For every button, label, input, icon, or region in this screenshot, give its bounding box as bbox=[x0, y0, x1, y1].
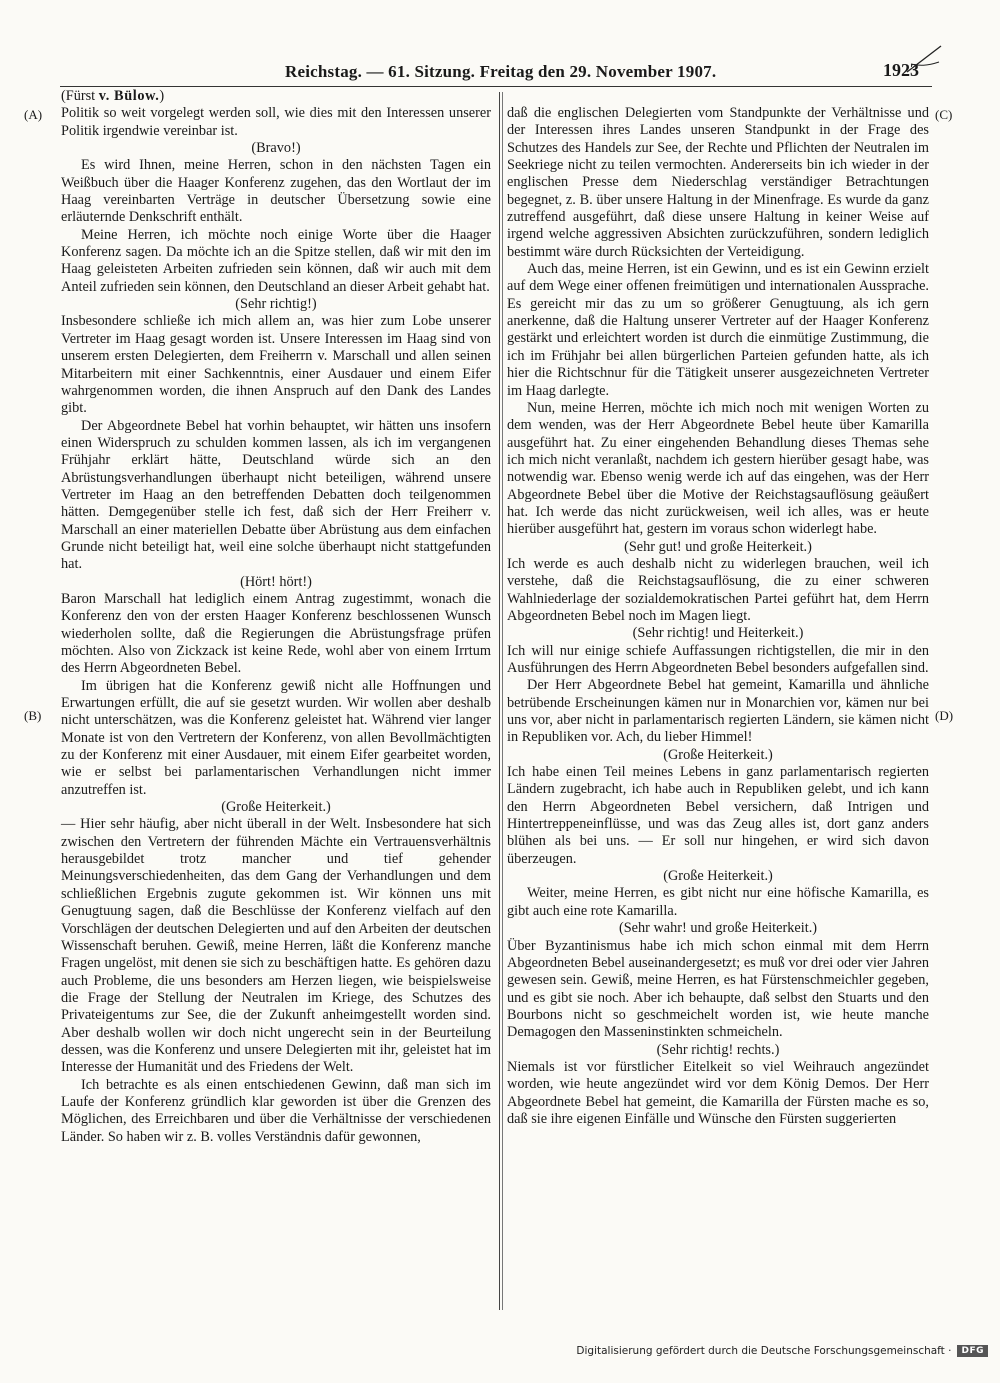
page-header-title: Reichstag. — 61. Sitzung. Freitag den 29. November 1907. bbox=[285, 62, 717, 81]
paragraph: Insbesondere schließe ich mich allem an, was hier zum Lobe unserer Vertreter im Haag gesagt worden ist. Unsere Interessen im Haag sind von unserem ersten Delegierten, dem Freiherrn v. Marschall und allen seinen Mitarbeitern mit einer Sachkenntnis, einer Ausdauer und einem Eifer wahrgenommen worden, die ihnen Anspruch auf den Dank des Landes gibt. bbox=[61, 313, 491, 417]
reaction: (Große Heiterkeit.) bbox=[663, 868, 773, 885]
pen-strike-mark bbox=[905, 42, 945, 82]
reaction: (Bravo!) bbox=[251, 140, 301, 157]
reaction: (Große Heiterkeit.) bbox=[221, 799, 331, 816]
paragraph: Baron Marschall hat lediglich einem Antrag zugestimmt, wonach die Konferenz den von der ersten Haager Konferenz beschlossenen Wunsch wiederholen sollte, daß die Regierungen die Abrüstungsfrage prüfen möchten. Also von Zickzack ist keine Rede, wohl aber von einem Irrtum des Herrn Abgeordneten Bebel. bbox=[61, 590, 491, 677]
reaction: (Sehr wahr! und große Heiterkeit.) bbox=[618, 920, 818, 937]
paragraph: Meine Herren, ich möchte noch einige Worte über die Haager Konferenz sagen. Da möchte ich an die Spitze stellen, daß wir mit den im Haag geleisteten Arbeiten zufrieden sein können, daß wir auch mit dem Anteil zufrieden sein können, den Deutschland an dieser Arbeit gehabt hat. bbox=[61, 226, 491, 295]
paragraph: Nun, meine Herren, möchte ich mich noch mit wenigen Worten zu dem wenden, was der Herr Abgeordnete Bebel heute über Kamarilla ausgeführt hat. Zu einer eingehenden Behandlung dieses Themas sehe ich mich nicht veranlaßt, nachdem ich gestern hierüber gesagt habe, was notwendig war. Ebenso wenig werde ich auf das eingehen, was der Herr Abgeordnete Bebel über die Motive der Reichstagsauflösung geäußert hat. Ich werde das nicht zurückweisen, weil ich alles, was er heute hierüber ausgeführt hat, gestern im voraus schon widerlegt habe. bbox=[507, 399, 929, 538]
paragraph: Es wird Ihnen, meine Herren, schon in den nächsten Tagen ein Weißbuch über die Haager Konferenz zugehen, das den Wortlaut der im Haag vereinbarten Verträge in deutscher Übersetzung sowie eine erläuternde Denkschrift enthält. bbox=[61, 157, 491, 226]
left-column bbox=[61, 88, 491, 1146]
speaker-label: (Fürst v. Bülow.) bbox=[61, 88, 165, 104]
digitization-credit bbox=[576, 1345, 988, 1357]
margin-marker-b: (B) bbox=[24, 708, 42, 723]
reaction: (Sehr richtig!) bbox=[235, 296, 317, 313]
paragraph: Der Herr Abgeordnete Bebel hat gemeint, Kamarilla und ähnliche betrübende Erscheinungen kämen nur in Monarchien vor, kämen nur bei uns vor, aber nicht in parlamentarisch regierten Ländern, sie kämen nicht in Republiken vor. Ach, du lieber Himmel! bbox=[507, 677, 929, 746]
column-divider-inner bbox=[502, 92, 503, 1310]
reaction: (Sehr richtig! rechts.) bbox=[656, 1041, 780, 1058]
paragraph: Ich betrachte es als einen entschiedenen Gewinn, daß man sich im Laufe der Konferenz gründlich klar geworden ist über die Grenzen des Möglichen, des Erreichbaren und über die Verhältnisse der verschiedenen Länder. So haben wir z. B. volles Verständnis dafür gewonnen, bbox=[61, 1076, 491, 1145]
paragraph: Ich will nur einige schiefe Auffassungen richtigstellen, die mir in den Ausführungen des Herrn Abgeordneten Bebel besonders aufgefallen sind. bbox=[507, 642, 929, 676]
paragraph: Auch das, meine Herren, ist ein Gewinn, und es ist ein Gewinn erzielt auf dem Wege einer offenen freimütigen und internationalen Aussprache. Es gereicht mir das zu um so größerer Genugtuung, als ich gern anerkenne, daß die Haltung unserer Vertreter auf der Haager Konferenz gestärkt und erleichtert worden ist durch die einmütige Zustimmung, die ich im Frühjahr bei allen bürgerlichen Parteien gefunden hatte, als ich hier die Richtschnur für die Tätigkeit unserer ausgezeichneten Vertreter im Haag darlegte. bbox=[507, 261, 929, 399]
reaction: (Hört! hört!) bbox=[240, 573, 312, 590]
paragraph: Ich werde es auch deshalb nicht zu widerlegen brauchen, weil ich verstehe, daß die Reichstagsauflösung, die zu einer schweren Wahlniederlage der sozialdemokratischen Partei geführt hat, dem Herrn Abgeordneten Bebel noch im Magen liegt. bbox=[507, 555, 929, 624]
paragraph: daß die englischen Delegierten vom Standpunkte der Verhältnisse und der Interessen ihres Landes unseren Standpunkt in der Frage des Schutzes des Handels zur See, der Rechte und Pflichten der Neutralen im Seekriege nicht zu teilen vermochten. Andererseits bin ich wieder in der englischen Presse dem Niederschlag verständiger Betrachtungen begegnet, z. B. über unsere Haltung in der Minenfrage. Es wurde da ganz zutreffend ausgeführt, daß diese unsere Haltung in keiner Weise auf irgend welche aggressiven Absichten zurückzuführen, sondern lediglich bestimmt wäre durch Rücksichten der Verteidigung. bbox=[507, 105, 929, 260]
paragraph: Niemals ist vor fürstlicher Eitelkeit so viel Weihrauch angezündet worden, wie heute angezündet wird vor dem König Demos. Der Herr Abgeordnete Bebel hat gemeint, die Kamarilla der Fürsten mache es so, daß sie ihre eigenen Einfälle und Wünsche den Fürsten suggerierten bbox=[507, 1058, 929, 1127]
paragraph: Weiter, meine Herren, es gibt nicht nur eine höfische Kamarilla, es gibt auch eine rote Kamarilla. bbox=[507, 885, 929, 919]
page-number: 1923 bbox=[883, 60, 919, 80]
paragraph: Im übrigen hat die Konferenz gewiß nicht alle Hoffnungen und Erwartungen erfüllt, die auf sie gesetzt wurden. Wir wollen aber deshalb nicht unterschätzen, was die Konferenz geleistet hat. Während vier langer Monate ist von den Vertretern der Konferenz, von allen Bevollmächtigten zu der Konferenz mit einer Ausdauer, mit einem Eifer gearbeitet worden, wie er selbst bei parlamentarischen Verhandlungen nicht immer anzutreffen ist. bbox=[61, 677, 491, 798]
footer-text: Digitalisierung gefördert durch die Deutsche Forschungsgemeinschaft · bbox=[576, 1345, 952, 1357]
margin-marker-a: (A) bbox=[24, 107, 43, 122]
margin-marker-d: (D) bbox=[935, 708, 954, 723]
paragraph: Der Abgeordnete Bebel hat vorhin behauptet, wir hätten uns insofern einen Widerspruch zu schulden kommen lassen, als ich im vergangenen Frühjahr erklärt hätte, Deutschland würde sich an den Abrüstungsverhandlungen überhaupt nicht beteiligen, während unsere Vertreter im Haag an den betreffenden Debatten doch teilgenommen hätten. Demgegenüber stelle ich fest, daß sich der Herr Freiherr v. Marschall an einer materiellen Debatte über Abrüstung aus dem einfachen Grunde nicht beteiligt hat, weil eine solche überhaupt nicht stattgefunden hat. bbox=[61, 417, 491, 573]
paragraph: — Hier sehr häufig, aber nicht überall in der Welt. Insbesondere hat sich zwischen den Vertretern der führenden Mächte ein Vertrauensverhältnis herausgebildet trotz mancher und tief gehender Meinungsverschiedenheiten, das dem Gang der Verhandlungen und dem schließlichen Ergebnis zugute gekommen ist. Wir können uns mit Genugtuung sagen, daß die Beschlüsse der Konferenz vielfach auf den Vorschlägen der deutschen Delegierten und auf den Arbeiten der deutschen Wissenschaft beruhen. Gewiß, meine Herren, läßt die Konferenz manche Fragen ungelöst, mit denen sie sich zu beschäftigen hatte. Es gehören dazu auch Probleme, die uns besonders am Herzen liegen, wie beispielsweise die Frage der Stellung der Neutralen im Kriege, des Schutzes des Privateigentums zur See, die der Zukunft anheimgestellt worden sind. Aber deshalb wollen wir doch nicht ungerecht sein in der Beurteilung dessen, was die Konferenz und unsere Delegierten mit ihr, geleistet hat im Interesse der Humanität und des Friedens der Welt. bbox=[61, 816, 491, 1076]
paragraph: Ich habe einen Teil meines Lebens in ganz parlamentarisch regierten Ländern zugebracht, ich habe auch in Republiken gelebt, und ich kann den Herrn Abgeordneten Bebel versichern, daß Intrigen und Hintertreppeneinflüsse, und was das Zeug alles ist, dort ganz anders blühen als bei uns. — Er soll nur hingehen, er wird sich davon überzeugen. bbox=[507, 764, 929, 867]
paragraph: Über Byzantinismus habe ich mich schon einmal mit dem Herrn Abgeordneten Bebel auseinandergesetzt; es muß vor drei oder vier Jahren gewesen sein. Gewiß, meine Herren, es hat Fürstenschmeichler gegeben, und es gibt sie noch. Aber ich behaupte, daß selbst den Stuarts und den Bourbons nicht so geschmeichelt worden ist, wie heute manche Demagogen den Masseninstinkten schmeicheln. bbox=[507, 937, 929, 1041]
reaction: (Sehr richtig! und Heiterkeit.) bbox=[632, 625, 804, 642]
dfg-logo: DFG bbox=[957, 1345, 988, 1357]
paragraph: Politik so weit vorgelegt werden soll, wie dies mit den Interessen unserer Politik irgendwie vereinbar ist. bbox=[61, 105, 491, 139]
header-rule bbox=[60, 86, 932, 87]
column-divider bbox=[499, 92, 500, 1310]
margin-marker-c: (C) bbox=[935, 107, 953, 122]
reaction: (Große Heiterkeit.) bbox=[663, 746, 773, 763]
right-column bbox=[507, 105, 929, 1128]
reaction: (Sehr gut! und große Heiterkeit.) bbox=[624, 538, 812, 555]
